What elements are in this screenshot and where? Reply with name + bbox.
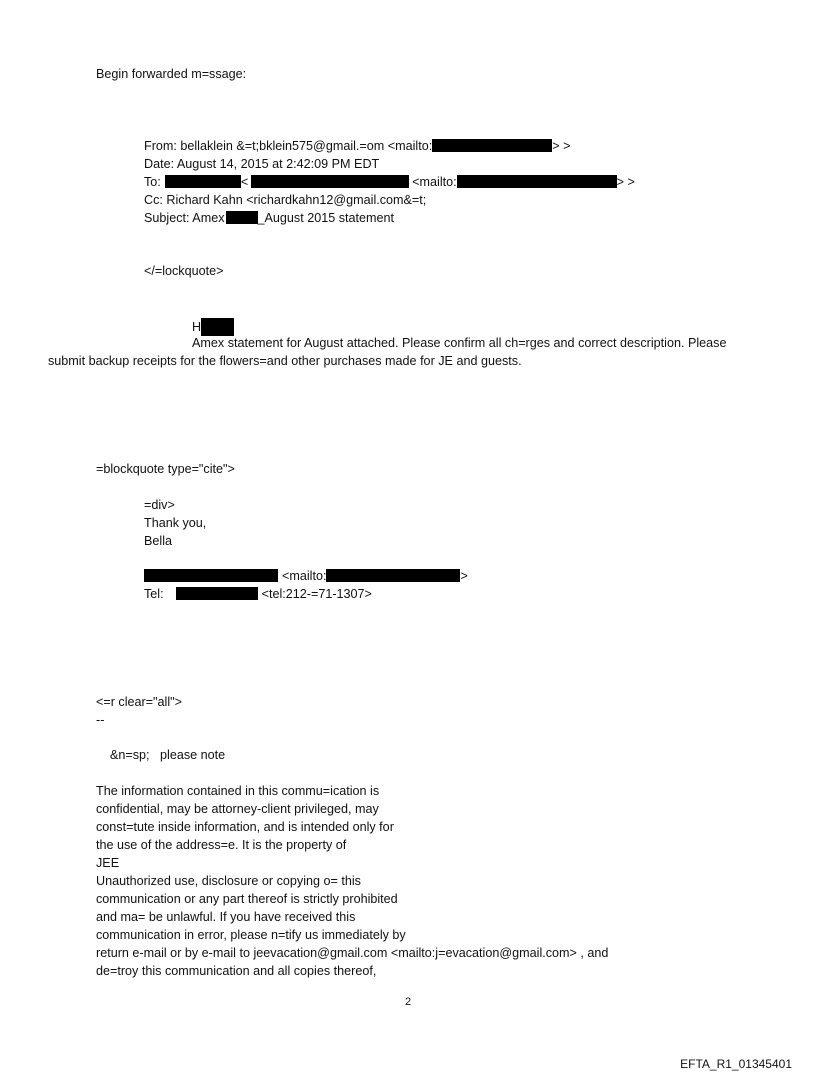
body-line: Amex statement for August attached. Please confirm all ch=rges and correct description. Please [192, 336, 727, 350]
redaction-box [432, 139, 552, 152]
separator-dashes: -- [96, 713, 105, 727]
signature-phone [144, 587, 372, 602]
redaction-box [165, 175, 241, 188]
redaction-box [176, 587, 258, 600]
please-note: &n=sp; please note [110, 748, 226, 762]
subject-header [144, 211, 394, 226]
forward-header: Begin forwarded m=ssage: [96, 67, 247, 81]
redaction-box [457, 175, 617, 188]
to-prefix: To: [144, 175, 161, 189]
signature-mailto: <mailto: [282, 569, 327, 583]
div-tag: =div> [144, 498, 175, 512]
disclaimer-line: the use of the address=e. It is the property of [96, 838, 347, 852]
signature-email-suffix: > [460, 569, 468, 583]
sign-off: Thank you, [144, 516, 207, 530]
tel-value: <tel:212-=71-1307> [261, 587, 372, 601]
from-prefix: From: bellaklein &=t;bklein575@gmail.=om <mailto: [144, 139, 433, 153]
cc-header: Cc: Richard Kahn <richardkahn12@gmail.com&=t; [144, 193, 427, 207]
disclaimer-line: communication or any part thereof is strictly prohibited [96, 892, 398, 906]
from-header [144, 139, 570, 154]
signature-email [144, 569, 468, 584]
greeting-prefix: H [192, 320, 202, 334]
from-suffix: > > [552, 139, 571, 153]
disclaimer-line: return e-mail or by e-mail to jeevacation@gmail.com <mailto:j=evacation@gmail.com> , and [96, 946, 609, 960]
to-suffix: > > [616, 175, 635, 189]
blockquote-cite: =blockquote type="cite"> [96, 462, 235, 476]
blockquote-close: </=lockquote> [144, 264, 224, 278]
to-header [144, 175, 635, 190]
greeting [192, 318, 234, 336]
disclaimer-line: const=tute inside information, and is intended only for [96, 820, 394, 834]
subject-suffix: _August 2015 statement [257, 211, 395, 225]
disclaimer-line: Unauthorized use, disclosure or copying o= this [96, 874, 361, 888]
disclaimer-line: JEE [96, 856, 120, 870]
disclaimer-line: The information contained in this commu=ication is [96, 784, 380, 798]
redaction-box [144, 569, 278, 582]
to-mailto: <mailto: [412, 175, 457, 189]
redaction-box [251, 175, 409, 188]
to-open-bracket: < [240, 175, 249, 189]
disclaimer-line: communication in error, please n=tify us immediately by [96, 928, 406, 942]
subject-prefix: Subject: Amex [144, 211, 225, 225]
redaction-box [226, 211, 258, 224]
redaction-box [326, 569, 460, 582]
body-line: submit backup receipts for the flowers=and other purchases made for JE and guests. [48, 354, 522, 368]
sender-name: Bella [144, 534, 173, 548]
disclaimer-line: de=troy this communication and all copies thereof, [96, 964, 377, 978]
page-number: 2 [404, 996, 412, 1008]
br-clear-tag: <=r clear="all"> [96, 695, 182, 709]
tel-label: Tel: [144, 587, 164, 601]
disclaimer-line: confidential, may be attorney-client privileged, may [96, 802, 379, 816]
disclaimer-line: and ma= be unlawful. If you have received this [96, 910, 356, 924]
bates-number: EFTA_R1_01345401 [680, 1057, 792, 1071]
redaction-box [201, 318, 234, 336]
date-header: Date: August 14, 2015 at 2:42:09 PM EDT [144, 157, 380, 171]
